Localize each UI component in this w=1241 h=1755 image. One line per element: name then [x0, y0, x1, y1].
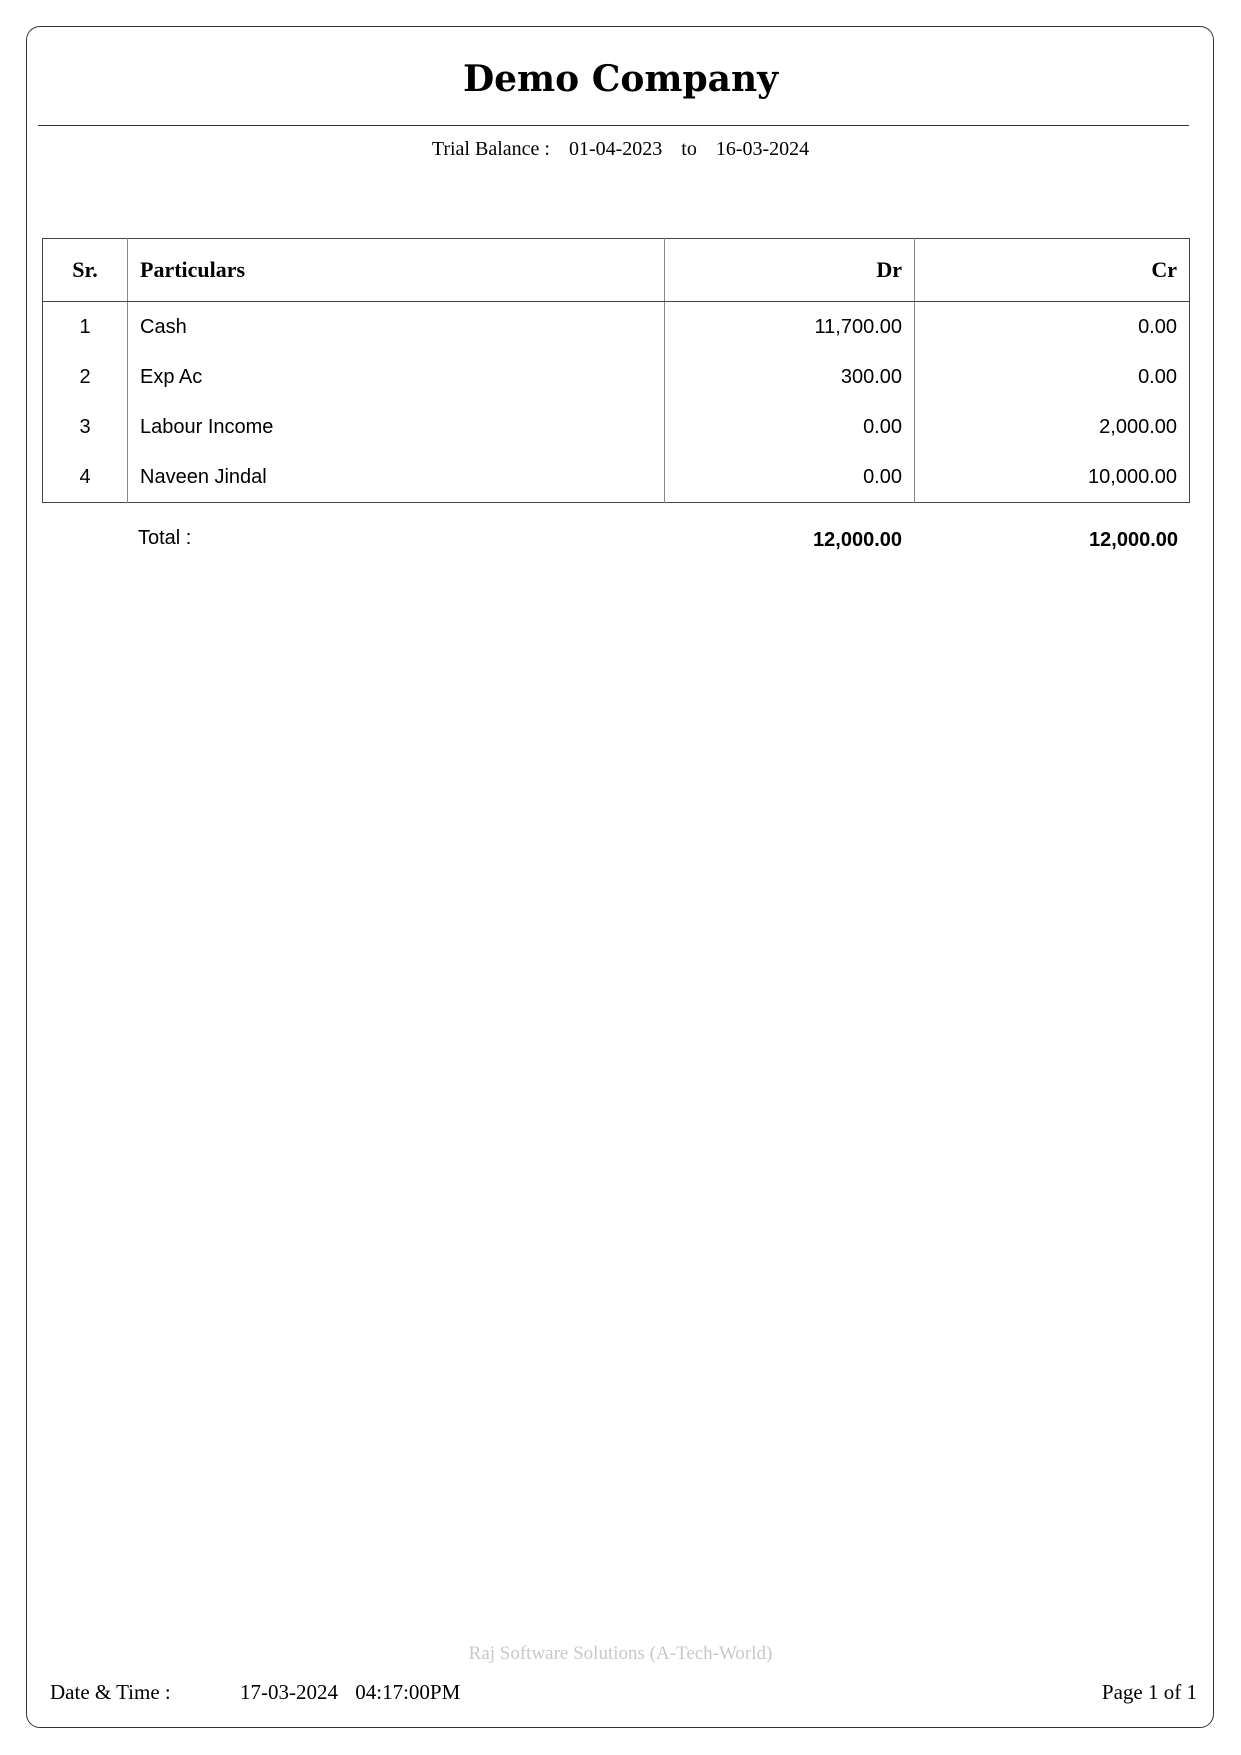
total-row [0, 525, 1241, 555]
print-time: 04:17:00PM [355, 1680, 461, 1704]
to-date: 16-03-2024 [715, 138, 810, 160]
report-period [0, 138, 1241, 161]
header-dr: Dr [665, 239, 915, 302]
row-dr: 0.00 [665, 402, 915, 452]
table-row [43, 402, 1190, 452]
title-divider [38, 125, 1189, 126]
row-sr: 1 [79, 315, 91, 338]
company-name: Demo Company [462, 58, 779, 100]
row-dr: 0.00 [665, 452, 915, 503]
table-row [43, 452, 1190, 503]
table-row [43, 352, 1190, 402]
print-date: 17-03-2024 [240, 1680, 338, 1704]
row-sr: 4 [79, 465, 91, 488]
row-cr: 10,000.00 [915, 452, 1190, 503]
header-sr: Sr. [43, 239, 128, 302]
total-dr: 12,000.00 [813, 529, 902, 551]
total-label: Total : [138, 527, 192, 549]
row-sr: 2 [79, 365, 91, 388]
page-number: Page 1 of 1 [1101, 1680, 1197, 1704]
row-particulars: Naveen Jindal [128, 452, 665, 503]
to-word: to [681, 138, 697, 160]
row-sr: 3 [79, 415, 91, 438]
row-particulars: Labour Income [128, 402, 665, 452]
row-dr: 11,700.00 [665, 302, 915, 353]
row-cr: 0.00 [915, 302, 1190, 353]
row-cr: 2,000.00 [915, 402, 1190, 452]
row-particulars: Exp Ac [128, 352, 665, 402]
row-cr: 0.00 [915, 352, 1190, 402]
trial-balance-table [42, 238, 1190, 503]
from-date: 01-04-2023 [568, 138, 663, 160]
header-particulars: Particulars [128, 239, 665, 302]
datetime-value [240, 1680, 460, 1705]
row-dr: 300.00 [665, 352, 915, 402]
table-header-row [43, 239, 1190, 302]
datetime-label: Date & Time : [50, 1680, 171, 1704]
period-label: Trial Balance : [431, 138, 550, 160]
row-particulars: Cash [128, 302, 665, 353]
total-cr: 12,000.00 [1089, 529, 1178, 551]
software-watermark: Raj Software Solutions (A-Tech-World) [468, 1643, 773, 1664]
page-footer [0, 1680, 1241, 1710]
header-cr: Cr [915, 239, 1190, 302]
table-row [43, 302, 1190, 353]
